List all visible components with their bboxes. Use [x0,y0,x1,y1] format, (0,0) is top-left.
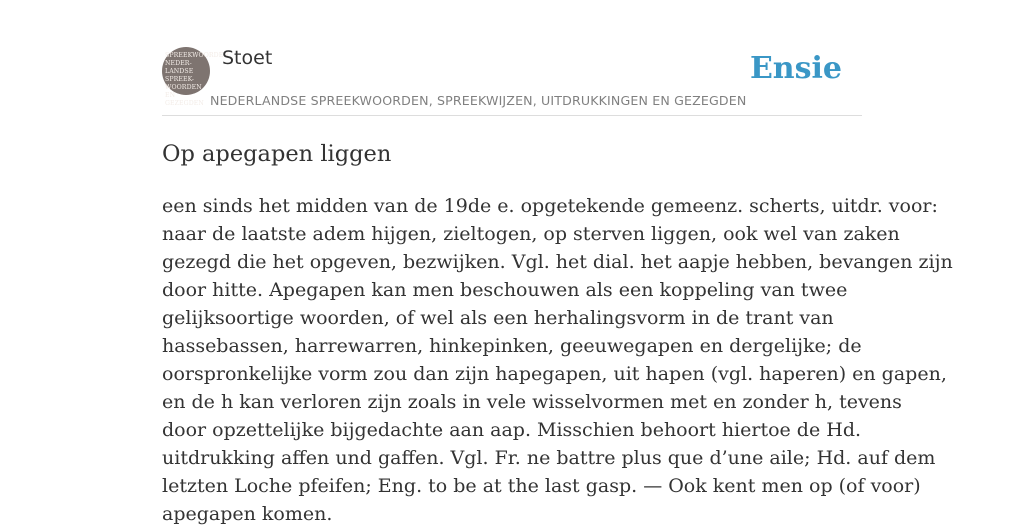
definition-line: een sinds het midden van de 19de e. opgetekende gemeenz. scherts, uitdr. voor: [162,195,938,217]
definition-line: letzten Loche pfeifen; Eng. to be at the last gasp. — Ook kent men op (of voor) [162,475,921,497]
avatar-book-cover-text: SPREEKWOORDEN NEDER- LANDSE SPREEK- WOORDEN EN GEZEGDEN [165,52,229,107]
definition-line: en de h kan verloren zijn zoals in vele wisselvormen met en zonder h, tevens [162,391,902,413]
definition-line: gelijksoortige woorden, of wel als een herhalingsvorm in de trant van [162,307,834,329]
definition-line: gezegd die het opgeven, bezwijken. Vgl. het dial. het aapje hebben, bevangen zijn [162,251,953,273]
definition-line: naar de laatste adem hijgen, zieltogen, op sterven liggen, ook wel van zaken [162,223,900,245]
definition-line: apegapen komen. [162,503,333,525]
definition-line: uitdrukking affen und gaffen. Vgl. Fr. ne battre plus que d’une aile; Hd. auf dem [162,447,936,469]
ensie-logo[interactable]: Ensie [749,51,842,86]
book-title[interactable]: NEDERLANDSE SPREEKWOORDEN, SPREEKWIJZEN, UITDRUKKINGEN EN GEZEGDEN [210,93,747,108]
entry-title: Op apegapen liggen [162,141,392,167]
definition-line: door hitte. Apegapen kan men beschouwen als een koppeling van twee [162,279,848,301]
header-divider [162,115,862,116]
definition-line: hassebassen, harrewarren, hinkepinken, geeuwegapen en dergelijke; de [162,335,862,357]
header [162,0,862,116]
author-name[interactable]: Stoet [222,47,273,69]
definition-line: door opzettelijke bijgedachte aan aap. Misschien behoort hiertoe de Hd. [162,419,862,441]
page [162,0,953,525]
definition-line: oorspronkelijke vorm zou dan zijn hapegapen, uit hapen (vgl. haperen) en gapen, [162,363,947,385]
avatar[interactable] [162,47,229,107]
definition-text [162,192,953,528]
